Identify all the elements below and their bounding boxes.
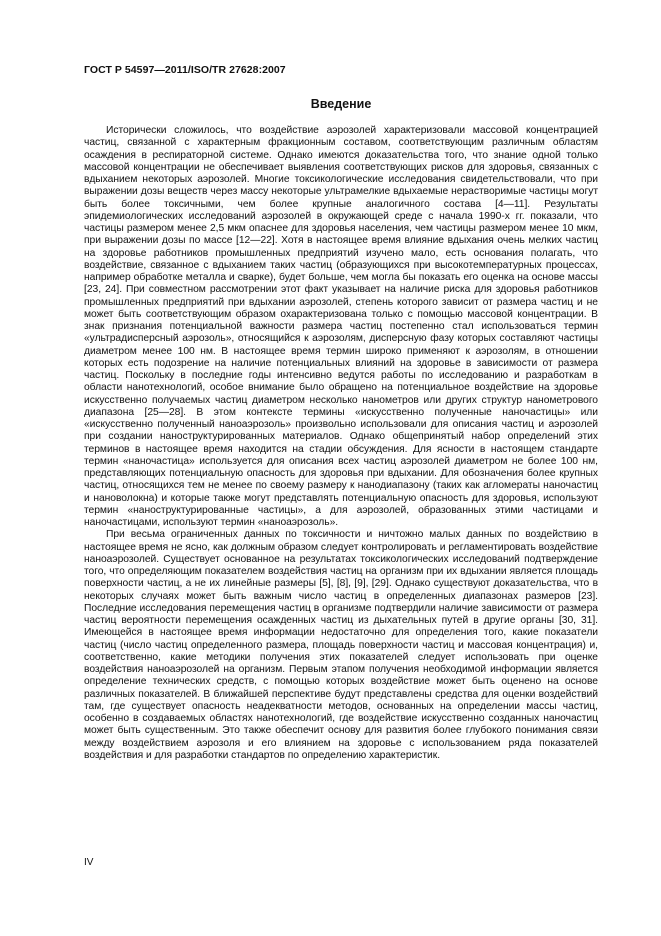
standard-designation-header: ГОСТ Р 54597—2011/ISO/TR 27628:2007 — [84, 64, 286, 76]
paragraph-2: При весьма ограниченных данных по токсичности и ничтожно малых данных по воздействию в настоящее время не ясно, как должным образом следует контролировать и регламентировать воздействие наноаэрозолей. Существует основанное на результатах токсикологических исследований подтверждение того, что определяющим показателем воздействия частиц на организм при их вдыхании является площадь поверхности частиц, а не их линейные размеры [5], [8], [9], [29]. Однако существуют доказательства, что в некоторых случаях может быть важным число частиц в определенных диапазонах размеров [23]. Последние исследования перемещения частиц в организме подтвердили наличие зависимости от размера частиц вероятности перемещения осажденных частиц из дыхательных путей в другие органы [30, 31]. Имеющейся в настоящее время информации недостаточно для определения того, какие показатели частиц (число частиц определенного размера, площадь поверхности частиц и массовая концентрация) и, соответственно, какие методики получения этих показателей следует использовать при оценке воздействия наноаэрозолей на организм. Первым этапом получения необходимой информации является определение технических средств, с помощью которых воздействие может быть оценено на основе различных показателей. В ближайшей перспективе будут представлены средства для оценки воздействий там, где существует опасность неадекватности методов, основанных на определении массы частиц, особенно в создаваемых областях нанотехнологий, где воздействие искусственно созданных наночастиц может быть существенным. Это также обеспечит основу для развития более глубокого понимания связи между воздействием аэрозоля и его влиянием на здоровье с использованием ряда показателей воздействия и для разработки стандартов по определению характеристик. — [84, 529, 598, 761]
section-title: Введение — [310, 97, 372, 111]
page-number: IV — [84, 857, 94, 868]
paragraph-1: Исторически сложилось, что воздействие аэрозолей характеризовали массовой концентрацией частиц, связанной с характерным фракционным составом, соответствующим различным областям осаждения в респираторной системе. Однако имеются доказательства того, что знание одной только массовой концентрации не обеспечивает выявления соответствующих рисков для здоровья, связанных с вдыханием некоторых аэрозолей. Многие токсикологические исследования свидетельствовали, что при выражении дозы веществ через массу некоторые ультрамелкие вдыхаемые нерастворимые частицы могут быть более токсичными, чем более крупные аналогичного состава [4—11]. Результаты эпидемиологических исследований аэрозолей в окружающей среде с начала 1990-х гг. показали, что частицы размером менее 2,5 мкм опаснее для здоровья населения, чем частицы размером менее 10 мкм, при выражении дозы по массе [12—22]. Хотя в настоящее время влияние вдыхания очень мелких частиц на здоровье работников промышленных предприятий изучено мало, есть основания полагать, что воздействие, связанное с вдыханием таких частиц (образующихся при высокотемпературных процессах, например обработке металла и сварке), будет больше, чем могла бы показать его оценка на основе массы [23, 24]. При совместном рассмотрении этот факт указывает на наличие риска для здоровья работников промышленных предприятий при вдыхании аэрозолей, степень которого зависит от размера частиц и не может быть соответствующим образом охарактеризована только с помощью массовой концентрации. В знак признания потенциальной важности размера частиц постепенно стал использоваться термин «ультрадисперсный аэрозоль», относящийся к аэрозолям, дисперсную фазу которых составляют частицы диаметром менее 100 нм. В настоящее время термин широко применяют к аэрозолям, в отношении которых есть подозрение на наличие потенциальных влияний на здоровье в зависимости от размера частиц. Поскольку в последние годы интенсивно ведутся работы по исследованию и разработкам в области нанотехнологий, особое внимание было обращено на потенциальное воздействие на здоровье искусственно получаемых частиц диаметром несколько нанометров или других структур нанометрового диапазона [25—28]. В этом контексте термины «искусственно полученные наночастицы» или «искусственно полученный наноаэрозоль» произвольно использовали для описания частиц и аэрозолей при создании наноструктурированных материалов. Однако общепринятый набор определений этих терминов в настоящее время находится на стадии обсуждения. Для ясности в настоящем стандарте термин «наночастица» используется для описания всех частиц аэрозолей диаметром не более 100 нм, представляющих потенциальную опасность для здоровья при вдыхании. Для обозначения более крупных частиц, относящихся тем не менее по своему размеру к нанодиапазону (таких как агломераты наночастиц и нановолокна) и которые также могут представлять потенциальную опасность для здоровья, используют термин «наноструктурированные частицы», а для аэрозолей, образованных этими частицами и наночастицами, используют термин «наноаэрозоль». — [84, 125, 598, 528]
introduction-body — [84, 125, 598, 762]
